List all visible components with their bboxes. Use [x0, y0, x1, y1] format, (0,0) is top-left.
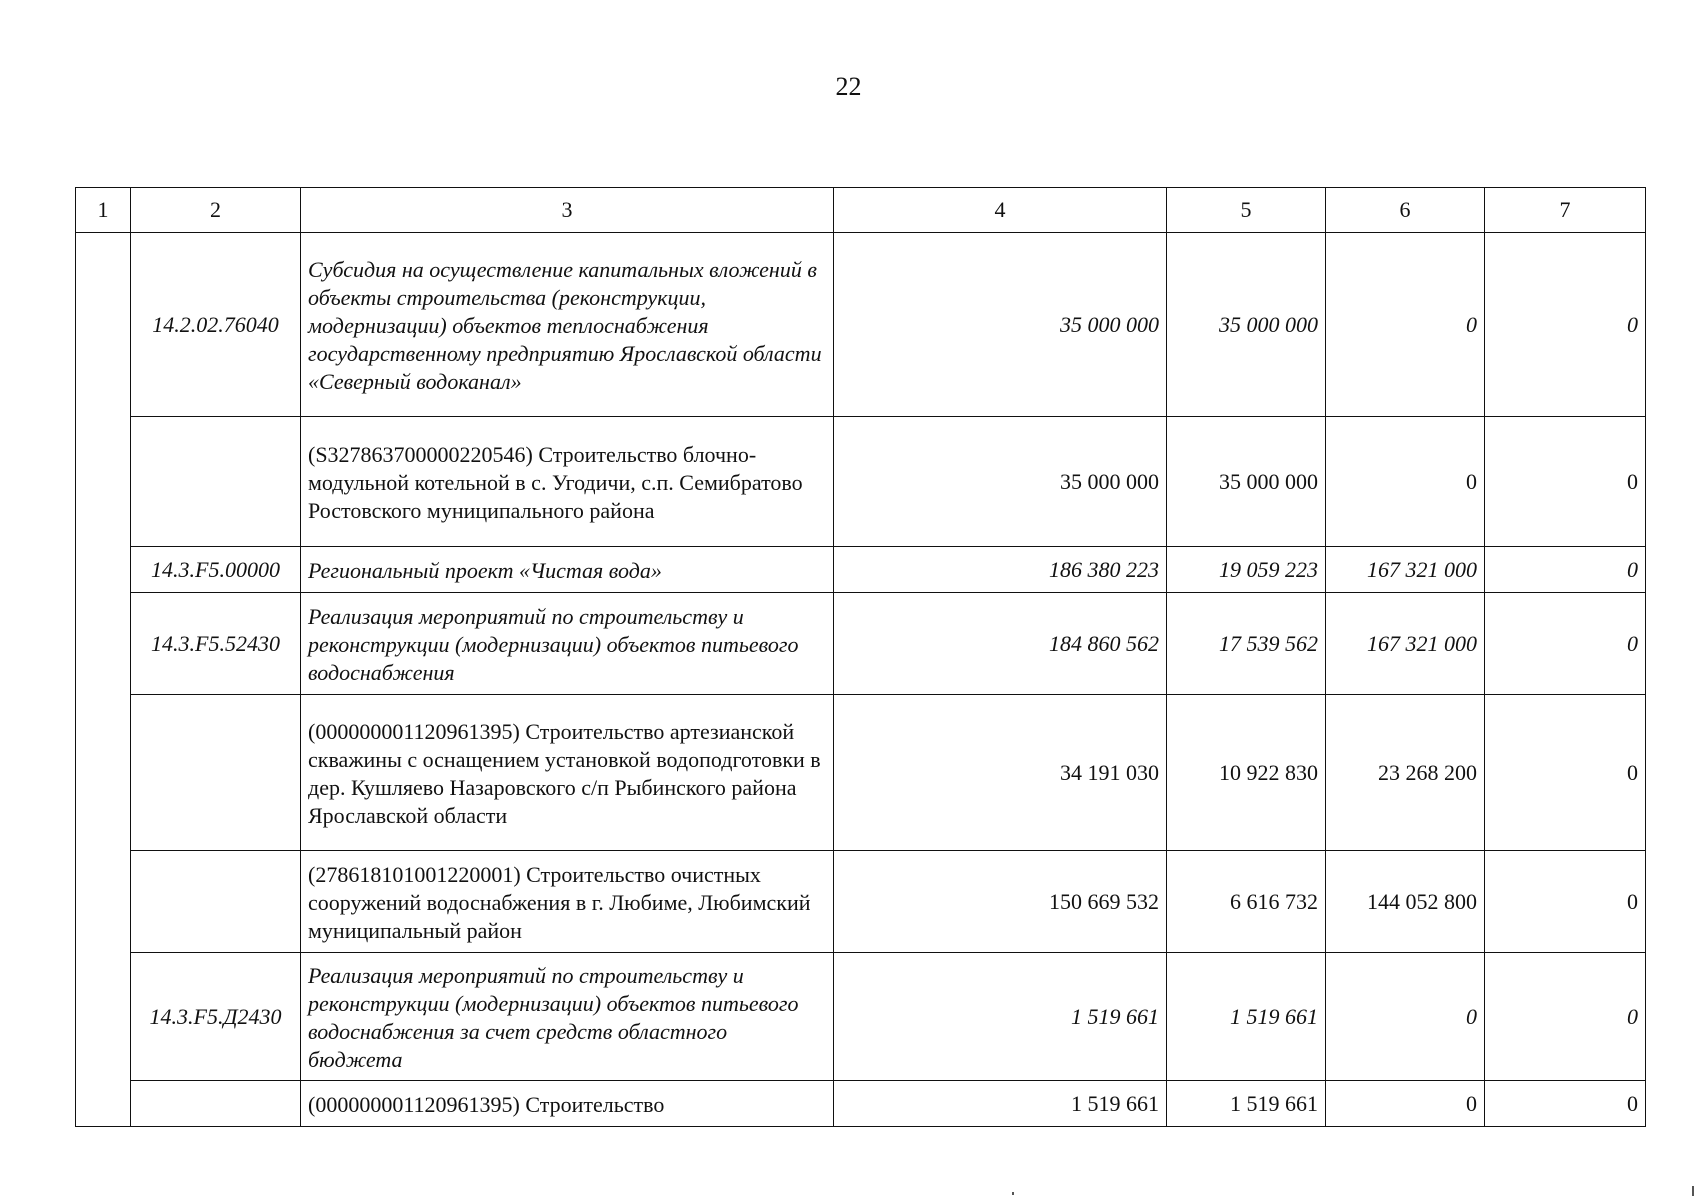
table-row	[76, 233, 1646, 417]
row-code: 14.2.02.76040	[131, 233, 301, 417]
table-row	[76, 547, 1646, 593]
row-description: (278618101001220001) Строительство очистных сооружений водоснабжения в г. Любиме, Любимский муниципальный район	[301, 851, 834, 953]
row-code	[131, 417, 301, 547]
row-description: (000000001120961395) Строительство артезианской скважины с оснащением установкой водоподготовки в дер. Кушляево Назаровского с/п Рыбинского района Ярославской области	[301, 695, 834, 851]
row-description: (S327863700000220546) Строительство блочно-модульной котельной в с. Угодичи, с.п. Семибратово Ростовского муниципального района	[301, 417, 834, 547]
merged-col-1-cell	[76, 233, 131, 1127]
row-col5: 1 519 661	[1167, 1081, 1326, 1127]
row-col7: 0	[1485, 851, 1646, 953]
row-col4: 34 191 030	[834, 695, 1167, 851]
scan-speck	[1012, 1192, 1014, 1195]
row-code	[131, 695, 301, 851]
row-col6: 0	[1326, 953, 1485, 1081]
table-row	[76, 851, 1646, 953]
header-col-4: 4	[834, 188, 1167, 233]
row-code: 14.3.F5.Д2430	[131, 953, 301, 1081]
row-col4: 35 000 000	[834, 233, 1167, 417]
row-col4: 186 380 223	[834, 547, 1167, 593]
row-col7: 0	[1485, 695, 1646, 851]
row-description: Субсидия на осуществление капитальных вложений в объекты строительства (реконструкции, модернизации) объектов теплоснабжения государственному предприятию Ярославской области «Северный водоканал»	[301, 233, 834, 417]
row-col4: 1 519 661	[834, 1081, 1167, 1127]
header-col-1: 1	[76, 188, 131, 233]
table-row	[76, 953, 1646, 1081]
budget-table	[75, 187, 1646, 1127]
row-col7: 0	[1485, 547, 1646, 593]
row-col6: 167 321 000	[1326, 593, 1485, 695]
row-code	[131, 1081, 301, 1127]
row-col4: 35 000 000	[834, 417, 1167, 547]
row-code: 14.3.F5.52430	[131, 593, 301, 695]
header-col-7: 7	[1485, 188, 1646, 233]
table-row	[76, 593, 1646, 695]
row-col5: 17 539 562	[1167, 593, 1326, 695]
row-col5: 1 519 661	[1167, 953, 1326, 1081]
row-col7: 0	[1485, 953, 1646, 1081]
header-col-5: 5	[1167, 188, 1326, 233]
row-col5: 35 000 000	[1167, 233, 1326, 417]
row-col6: 23 268 200	[1326, 695, 1485, 851]
header-row	[76, 188, 1646, 233]
row-col7: 0	[1485, 417, 1646, 547]
table-row	[76, 1081, 1646, 1127]
row-col5: 10 922 830	[1167, 695, 1326, 851]
row-description: (000000001120961395) Строительство	[301, 1081, 834, 1127]
row-col6: 167 321 000	[1326, 547, 1485, 593]
row-description: Региональный проект «Чистая вода»	[301, 547, 834, 593]
scan-speck	[1692, 1186, 1694, 1196]
row-col7: 0	[1485, 1081, 1646, 1127]
table-row	[76, 417, 1646, 547]
row-code: 14.3.F5.00000	[131, 547, 301, 593]
row-description: Реализация мероприятий по строительству и реконструкции (модернизации) объектов питьевого водоснабжения	[301, 593, 834, 695]
row-col5: 19 059 223	[1167, 547, 1326, 593]
header-col-2: 2	[131, 188, 301, 233]
row-description: Реализация мероприятий по строительству и реконструкции (модернизации) объектов питьевого водоснабжения за счет средств областного бюджета	[301, 953, 834, 1081]
row-col6: 0	[1326, 233, 1485, 417]
row-col4: 184 860 562	[834, 593, 1167, 695]
row-col5: 6 616 732	[1167, 851, 1326, 953]
header-col-3: 3	[301, 188, 834, 233]
table-row	[76, 695, 1646, 851]
row-col6: 0	[1326, 1081, 1485, 1127]
row-col6: 144 052 800	[1326, 851, 1485, 953]
row-col6: 0	[1326, 417, 1485, 547]
row-col7: 0	[1485, 593, 1646, 695]
row-col4: 1 519 661	[834, 953, 1167, 1081]
page-number: 22	[835, 72, 862, 101]
row-code	[131, 851, 301, 953]
header-col-6: 6	[1326, 188, 1485, 233]
row-col5: 35 000 000	[1167, 417, 1326, 547]
row-col4: 150 669 532	[834, 851, 1167, 953]
row-col7: 0	[1485, 233, 1646, 417]
